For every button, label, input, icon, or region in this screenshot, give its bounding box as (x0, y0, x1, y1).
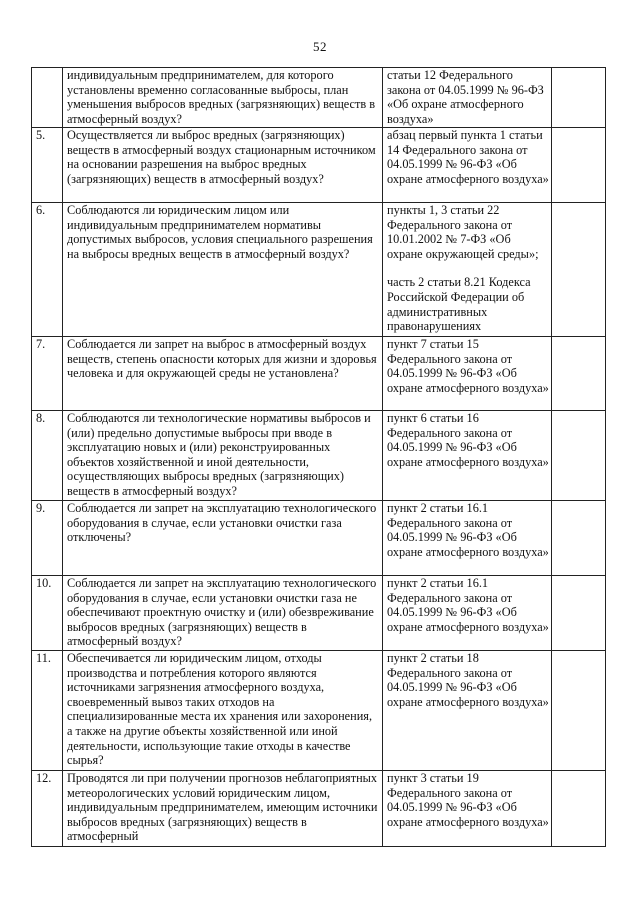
legal-reference-text: пункт 7 статьи 15 Федерального закона от 04.05.1999 № 96-ФЗ «Об охране атмосферного воздуха» (387, 337, 549, 395)
table-row (32, 576, 606, 651)
table-row (32, 411, 606, 501)
row-number: 10. (32, 576, 63, 651)
row-number: 5. (32, 128, 63, 203)
answer-cell[interactable] (552, 411, 606, 501)
answer-cell[interactable] (552, 771, 606, 847)
row-number: 12. (32, 771, 63, 847)
question-text: Соблюдаются ли юридическим лицом или индивидуальным предпринимателем нормативы допустимых выбросов, условия специального разрешения на выбросы вредных веществ в атмосферный воздух? (63, 203, 383, 337)
legal-reference (383, 411, 552, 501)
legal-reference (383, 128, 552, 203)
legal-reference (383, 576, 552, 651)
question-text: Обеспечивается ли юридическим лицом, отходы производства и потребления которого являются источниками загрязнения атмосферного воздуха, своевременный вывоз таких отходов на специализированные места их хранения или захоронения, а также на другие объекты хозяйственной или иной деятельности, использующие такие отходы в качестве сырья? (63, 651, 383, 771)
question-text: Проводятся ли при получении прогнозов неблагоприятных метеорологических условий юридическим лицом, индивидуальным предпринимателем, имеющим источники выбросов вредных (загрязняющих) веществ в атмосферный (63, 771, 383, 847)
row-number: 9. (32, 501, 63, 576)
answer-cell[interactable] (552, 203, 606, 337)
legal-reference-text: пункт 2 статьи 16.1 Федерального закона от 04.05.1999 № 96-ФЗ «Об охране атмосферного воздуха» (387, 576, 549, 634)
legal-reference (383, 651, 552, 771)
legal-reference-text: пункты 1, 3 статьи 22 Федерального закона от 10.01.2002 № 7-ФЗ «Об охране окружающей среды»; (387, 203, 539, 261)
legal-reference-text: статьи 12 Федерального закона от 04.05.1999 № 96-ФЗ «Об охране атмосферного воздуха» (387, 68, 544, 126)
checklist-table (31, 67, 606, 847)
legal-reference (383, 203, 552, 337)
row-number (32, 68, 63, 128)
legal-reference (383, 337, 552, 411)
answer-cell[interactable] (552, 128, 606, 203)
question-text: Соблюдаются ли технологические нормативы выбросов и (или) предельно допустимые выбросы при вводе в эксплуатацию новых и (или) реконструированных объектов хозяйственной и иной деятельности, осуществляющих выбросы вредных (загрязняющих) веществ в атмосферный воздух? (63, 411, 383, 501)
question-text: Осуществляется ли выброс вредных (загрязняющих) веществ в атмосферный воздух стационарным источником на основании разрешения на выброс вредных (загрязняющих) веществ в атмосферный воздух? (63, 128, 383, 203)
row-number: 8. (32, 411, 63, 501)
question-text: Соблюдается ли запрет на эксплуатацию технологического оборудования в случае, если установки очистки газа не обеспечивают проектную очистку и (или) обезвреживание выбросов вредных (загрязняющих) веществ в атмосферный воздух? (63, 576, 383, 651)
table-row (32, 203, 606, 337)
question-text: индивидуальным предпринимателем, для которого установлены временно согласованные выбросы, план уменьшения выбросов вредных (загрязняющих) веществ в атмосферный воздух? (63, 68, 383, 128)
answer-cell[interactable] (552, 337, 606, 411)
row-number: 11. (32, 651, 63, 771)
answer-cell[interactable] (552, 576, 606, 651)
question-text: Соблюдается ли запрет на эксплуатацию технологического оборудования в случае, если установки очистки газа отключены? (63, 501, 383, 576)
table-row (32, 651, 606, 771)
row-number: 7. (32, 337, 63, 411)
answer-cell[interactable] (552, 651, 606, 771)
legal-reference-text: пункт 6 статьи 16 Федерального закона от 04.05.1999 № 96-ФЗ «Об охране атмосферного воздуха» (387, 411, 549, 469)
answer-cell[interactable] (552, 68, 606, 128)
row-number: 6. (32, 203, 63, 337)
legal-reference-text: часть 2 статьи 8.21 Кодекса Российской Федерации об административных правонарушениях (387, 275, 531, 334)
table-row (32, 501, 606, 576)
legal-reference (383, 68, 552, 128)
page-number: 52 (313, 39, 327, 54)
answer-cell[interactable] (552, 501, 606, 576)
legal-reference-text: абзац первый пункта 1 статьи 14 Федерального закона от 04.05.1999 № 96-ФЗ «Об охране атмосферного воздуха» (387, 128, 549, 186)
legal-reference-text: пункт 2 статьи 18 Федерального закона от 04.05.1999 № 96-ФЗ «Об охране атмосферного воздуха» (387, 651, 549, 709)
table-row (32, 337, 606, 411)
table-row (32, 128, 606, 203)
table-row (32, 771, 606, 847)
question-text: Соблюдается ли запрет на выброс в атмосферный воздух веществ, степень опасности которых для жизни и здоровья человека и для окружающей среды не установлена? (63, 337, 383, 411)
legal-reference-text: пункт 2 статьи 16.1 Федерального закона от 04.05.1999 № 96-ФЗ «Об охране атмосферного воздуха» (387, 501, 549, 559)
legal-reference (383, 501, 552, 576)
legal-reference-text: пункт 3 статьи 19 Федерального закона от 04.05.1999 № 96-ФЗ «Об охране атмосферного воздуха» (387, 771, 549, 829)
legal-reference (383, 771, 552, 847)
table-row (32, 68, 606, 128)
